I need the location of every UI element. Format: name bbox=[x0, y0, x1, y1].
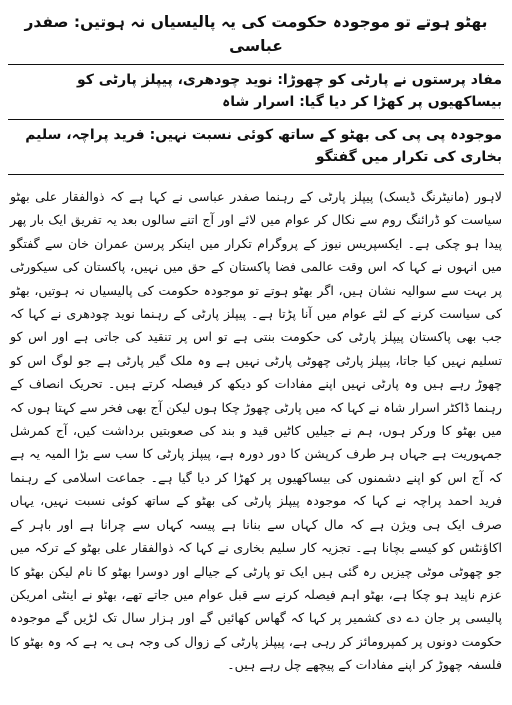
subheadline-2: موجودہ پی پی کی بھٹو کے ساتھ کوئی نسبت نہیں: فرید پراچہ، سلیم بخاری کی تکرار میں گفتگو bbox=[25, 127, 502, 165]
subheadline-1: مفاد پرستوں نے پارٹی کو چھوڑا: نوید چودھری، پیپلز پارٹی کو بیساکھیوں پر کھڑا کر دیا گیا: اسرار شاہ bbox=[76, 72, 502, 110]
article-body: لاہور (مانیٹرنگ ڈیسک) پیپلز پارٹی کے رہنما صفدر عباسی نے کہا ہے کہ ذوالفقار علی بھٹو سیاست کو ڈرائنگ روم سے نکال کر عوام میں لائے اور آج اتنے سالوں بعد یہ تفریق ایک بار پھر پیدا ہو چکی ہے۔ ایکسپریس نیوز کے پروگرام تکرار میں اینکر پرسن عمران خان سے گفتگو میں انہوں نے کہا کہ اس وقت عالمی فضا پاکستان کے حق میں نہیں، پاکستان کی سیکورٹی پر بہت سے سوالیہ نشان ہیں، اگر بھٹو ہوتے تو موجودہ حکومت کی پالیسیاں نہ ہوتیں، بھٹو کی سیاست کرنے کے لئے عوام میں آنا پڑتا ہے۔ پیپلز پارٹی کے رہنما نوید چودھری نے کہا کہ جب بھی پاکستان پیپلز پارٹی کی حکومت بنتی ہے تو اس پر تنقید کی جاتی ہے اور اس کو تسلیم نہیں کیا جاتا، پیپلز پارٹی چھوٹی پارٹی نہیں ہے وہ ملک گیر پارٹی ہے جو لوگ اس کو چھوڑ رہے ہیں وہ پارٹی نہیں اپنے مفادات کو دیکھ کر فیصلہ کرتے ہیں۔ تحریک انصاف کے رہنما ڈاکٹر اسرار شاہ نے کہا کہ میں پارٹی چھوڑ چکا ہوں لیکن آج بھی فخر سے کہتا ہوں کہ میں بھٹو کا ورکر ہوں، ہم نے جیلیں کاٹیں قید و بند کی صعوبتیں برداشت کیں، آج کمرشل جمہوریت ہے جہاں ہر طرف کرپشن کا دور دورہ ہے، پیپلز پارٹی کا سب سے بڑا المیہ یہ ہے کہ آج اس کو اپنے دشمنوں کی بیساکھیوں پر کھڑا کر دیا گیا ہے۔ جماعت اسلامی کے رہنما فرید احمد پراچہ نے کہا کہ موجودہ پیپلز پارٹی کی بھٹو کے ساتھ کوئی نسبت نہیں، یہاں صرف ایک ہی ویژن ہے کہ مال کہاں سے بنانا ہے پیسہ کہاں سے چرانا ہے اور باہر کے اکاؤنٹس کو کیسے بچانا ہے۔ تجزیہ کار سلیم بخاری نے کہا کہ ذوالفقار علی بھٹو کے ترکہ میں جو چھوٹی موٹی چیزیں رہ گئی ہیں ایک تو پارٹی کے جیالے اور دوسرا بھٹو کا نام لیکن بھٹو کا عزم ناپید ہو چکا ہے، بھٹو اہم فیصلہ کرنے سے قبل عوام میں جاتے تھے، بھٹو نے اینٹی امریکن پالیسی پر جان دے دی کشمیر پر کہا کہ گھاس کھائیں گے اور ہزار سال تک لڑیں گے موجودہ حکومت دونوں پر کمپرومائز کر رہی ہے، پیپلز پارٹی کے زوال کی وجہ ہی یہ ہے کہ وہ بھٹو کا فلسفہ چھوڑ کر اپنے مفادات کے پیچھے چل رہے ہیں۔ bbox=[10, 189, 502, 673]
headline: بھٹو ہوتے تو موجودہ حکومت کی یہ پالیسیاں نہ ہوتیں: صفدر عباسی bbox=[24, 13, 488, 55]
